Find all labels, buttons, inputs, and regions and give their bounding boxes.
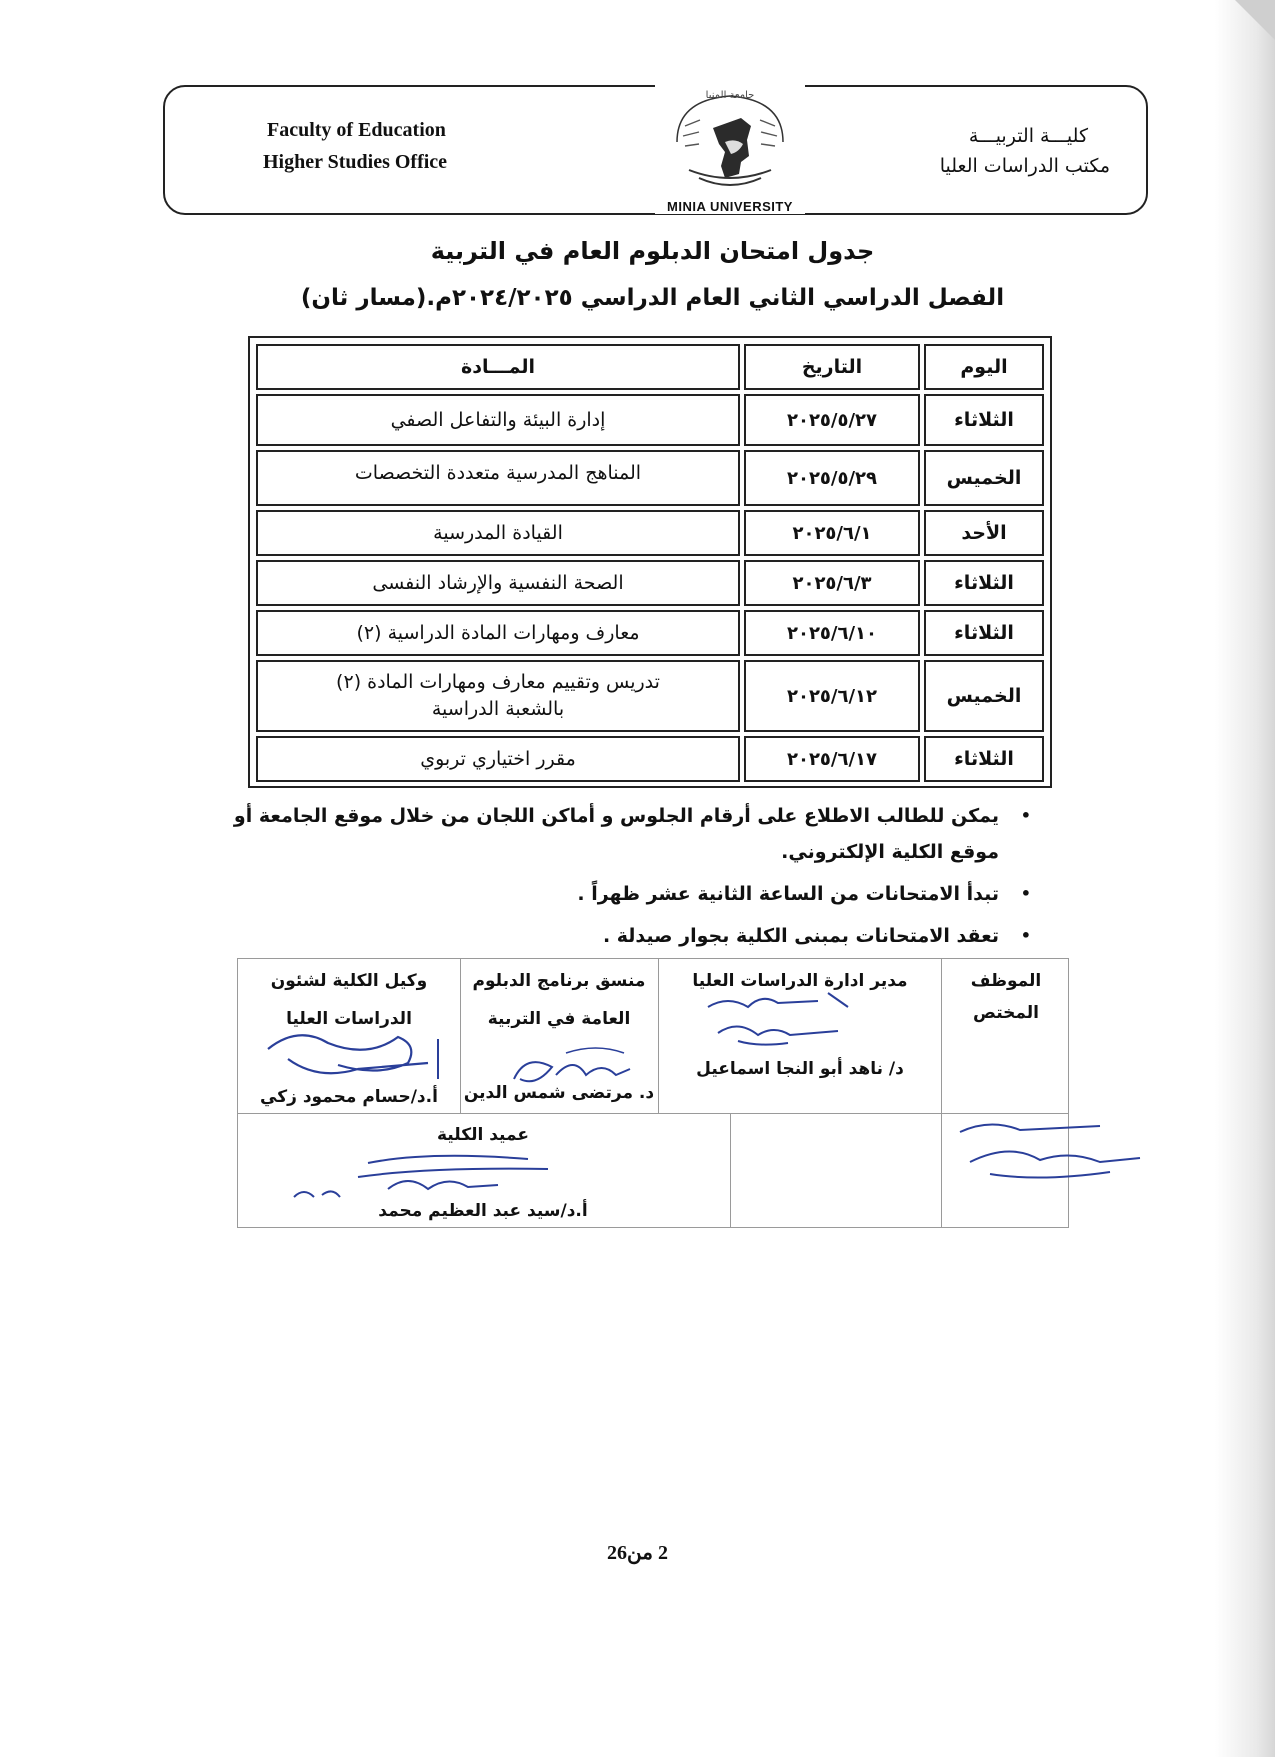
page-number: 2 من26 xyxy=(607,1542,668,1564)
row-day: الثلاثاء xyxy=(924,394,1044,446)
signatures-table xyxy=(237,958,1069,1228)
row-day: الأحد xyxy=(924,510,1044,556)
bullet-icon: • xyxy=(1020,806,1031,825)
bullet-icon: • xyxy=(1020,926,1031,945)
director-name: د/ ناهد أبو النجا اسماعيل xyxy=(696,1059,904,1079)
director-title: مدير ادارة الدراسات العليا xyxy=(692,971,908,991)
divider xyxy=(460,959,461,1113)
coordinator-title-line1: منسق برنامج الدبلوم xyxy=(472,971,646,991)
row-day: الثلاثاء xyxy=(924,736,1044,782)
table-row xyxy=(256,394,1044,446)
row-subject: معارف ومهارات المادة الدراسية (٢) xyxy=(256,610,740,656)
header-subject: المـــادة xyxy=(256,344,740,390)
table-header-row xyxy=(256,344,1044,390)
divider xyxy=(941,959,942,1227)
university-logo xyxy=(655,82,805,212)
dean-name: أ.د/سيد عبد العظيم محمد xyxy=(378,1201,588,1221)
row-subject: مقرر اختياري تربوي xyxy=(256,736,740,782)
dean-title: عميد الكلية xyxy=(437,1125,529,1145)
nefertiti-emblem-icon xyxy=(655,82,805,194)
svg-text:جامعة المنيا: جامعة المنيا xyxy=(705,90,755,101)
vice-dean-signature-icon xyxy=(258,1019,458,1089)
employee-label-line1: الموظف xyxy=(970,971,1042,991)
row-date: ٢٠٢٥/٦/٣ xyxy=(744,560,920,606)
office-name-en: Higher Studies Office xyxy=(263,151,448,173)
employee-signature-icon xyxy=(950,1112,1150,1192)
list-item xyxy=(225,798,1035,870)
document-subtitle: الفصل الدراسي الثاني العام الدراسي ٢٠٢٤/٢٠٢٥م.(مسار ثان) xyxy=(300,285,1005,311)
row-subject: الصحة النفسية والإرشاد النفسى xyxy=(256,560,740,606)
office-name-ar: مكتب الدراسات العليا xyxy=(939,155,1110,177)
faculty-name-ar: كليـــة التربيـــة xyxy=(968,125,1088,147)
table-row xyxy=(256,510,1044,556)
dean-signature-icon xyxy=(278,1149,558,1209)
note-text: تعقد الامتحانات بمبنى الكلية بجوار صيدلة . xyxy=(602,925,999,947)
coordinator-signature-icon xyxy=(506,1039,636,1099)
vice-dean-name: أ.د/حسام محمود زكي xyxy=(260,1087,438,1107)
note-text: يمكن للطالب الاطلاع على أرقام الجلوس و أماكن اللجان من خلال موقع الجامعة أو موقع الكلية الإلكتروني. xyxy=(233,805,999,863)
row-date: ٢٠٢٥/٦/١٢ xyxy=(744,660,920,732)
row-date: ٢٠٢٥/٦/١ xyxy=(744,510,920,556)
employee-label-line2: المختص xyxy=(973,1003,1039,1023)
row-subject: تدريس وتقييم معارف ومهارات المادة (٢) بالشعبة الدراسية xyxy=(256,660,740,732)
divider xyxy=(730,1113,731,1227)
row-day: الخميس xyxy=(924,450,1044,506)
table-row xyxy=(256,560,1044,606)
row-day: الثلاثاء xyxy=(924,610,1044,656)
notes-list xyxy=(225,798,1035,960)
table-row xyxy=(256,610,1044,656)
folded-corner xyxy=(1235,0,1275,40)
bullet-icon: • xyxy=(1020,884,1031,903)
row-day: الثلاثاء xyxy=(924,560,1044,606)
logo-caption: MINIA UNIVERSITY xyxy=(655,199,805,214)
row-day: الخميس xyxy=(924,660,1044,732)
list-item xyxy=(225,876,1035,912)
divider xyxy=(238,1113,1068,1114)
row-subject: إدارة البيئة والتفاعل الصفي xyxy=(256,394,740,446)
coordinator-name: د. مرتضى شمس الدين xyxy=(463,1083,655,1103)
coordinator-title-line2: العامة في التربية xyxy=(487,1009,631,1029)
row-subject: المناهج المدرسية متعددة التخصصات xyxy=(256,450,740,506)
table-row xyxy=(256,660,1044,732)
exam-schedule-table xyxy=(248,336,1052,788)
table-row xyxy=(256,450,1044,506)
director-signature-icon xyxy=(698,985,858,1055)
list-item xyxy=(225,918,1035,954)
row-subject: القيادة المدرسية xyxy=(256,510,740,556)
document-title: جدول امتحان الدبلوم العام في التربية xyxy=(430,237,875,265)
row-date: ٢٠٢٥/٦/١٧ xyxy=(744,736,920,782)
vice-dean-title-line1: وكيل الكلية لشئون xyxy=(270,971,428,991)
header-date: التاريخ xyxy=(744,344,920,390)
table-row xyxy=(256,736,1044,782)
vice-dean-title-line2: الدراسات العليا xyxy=(286,1009,412,1029)
note-text: تبدأ الامتحانات من الساعة الثانية عشر ظهراً . xyxy=(577,883,999,905)
faculty-name-en: Faculty of Education xyxy=(267,119,446,141)
row-date: ٢٠٢٥/٥/٢٩ xyxy=(744,450,920,506)
divider xyxy=(658,959,659,1113)
row-date: ٢٠٢٥/٦/١٠ xyxy=(744,610,920,656)
header-day: اليوم xyxy=(924,344,1044,390)
row-date: ٢٠٢٥/٥/٢٧ xyxy=(744,394,920,446)
